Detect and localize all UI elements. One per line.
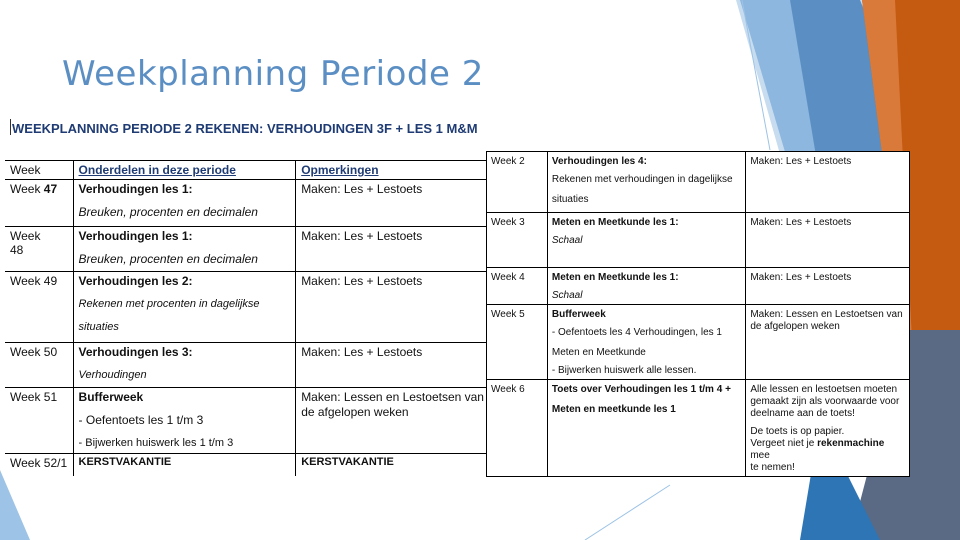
opmerking-cell: Maken: Les + Lestoets	[746, 268, 910, 305]
lesson-title: Bufferweek	[78, 390, 144, 404]
opmerking-text: mee	[750, 450, 770, 461]
header-week: Week	[5, 161, 73, 180]
table-row	[487, 152, 910, 213]
table-row	[5, 454, 488, 477]
lesson-title-cont: Meten en meetkunde les 1	[551, 404, 676, 415]
list-item: - Oefentoets les 4 Verhoudingen, les 1	[551, 327, 722, 338]
lesson-topic: Schaal	[551, 290, 583, 301]
onderdeel-cell	[73, 227, 296, 272]
lesson-title: Bufferweek	[551, 309, 606, 320]
table-row	[5, 388, 488, 454]
opmerking-cell: Maken: Les + Lestoets	[296, 227, 488, 272]
list-item: - Oefentoets les 1 t/m 3	[78, 413, 204, 427]
onderdeel-cell	[547, 380, 745, 477]
week-number: 48	[10, 243, 24, 257]
opmerking-cell: Maken: Les + Lestoets	[296, 343, 488, 388]
table-row	[487, 213, 910, 268]
planning-table-right	[486, 151, 910, 477]
header-onderdelen: Onderdelen in deze periode	[73, 161, 296, 180]
week-cell: Week 6	[487, 380, 548, 477]
week-cell: Week 3	[487, 213, 548, 268]
lesson-title: Verhoudingen les 1:	[78, 229, 193, 243]
lesson-title: Verhoudingen les 4:	[551, 156, 647, 167]
onderdeel-cell	[547, 268, 745, 305]
onderdeel-cell	[73, 180, 296, 227]
opmerking-cell: Maken: Les + Lestoets	[746, 152, 910, 213]
onderdeel-cell	[73, 272, 296, 343]
opmerking-cell	[746, 305, 910, 380]
opmerking-line: de afgelopen weken	[750, 321, 840, 332]
table-row	[487, 380, 910, 477]
week-prefix: Week	[10, 182, 44, 196]
lesson-topic: Verhoudingen	[78, 369, 147, 381]
week-number: 47	[43, 182, 58, 196]
opmerking-bold: rekenmachine	[817, 438, 885, 449]
opmerking-line: Maken: Lessen en Lestoetsen van	[750, 309, 903, 320]
lesson-title: Verhoudingen les 3:	[78, 345, 193, 359]
week-cell	[5, 180, 73, 227]
lesson-topic-cont: situaties	[551, 194, 589, 205]
header-opmerkingen: Opmerkingen	[296, 161, 488, 180]
onderdeel-cell: KERSTVAKANTIE	[73, 454, 296, 477]
lesson-title: Verhoudingen les 2:	[78, 274, 193, 288]
lesson-topic: Schaal	[551, 235, 583, 246]
list-item: - Bijwerken huiswerk alle lessen.	[551, 365, 697, 376]
slide-title: Weekplanning Periode 2	[62, 54, 484, 94]
document-heading: WEEKPLANNING PERIODE 2 REKENEN: VERHOUDINGEN 3F + LES 1 M&M	[12, 121, 478, 136]
opmerking-line: Alle lessen en lestoetsen moeten	[750, 384, 898, 395]
lesson-title: Toets over Verhoudingen les 1 t/m 4 +	[551, 384, 731, 395]
opmerking-line: gemaakt zijn als voorwaarde voor	[750, 396, 900, 407]
table-row	[5, 272, 488, 343]
list-item-cont: Meten en Meetkunde	[551, 347, 646, 358]
lesson-title: Meten en Meetkunde les 1:	[551, 217, 679, 228]
opmerking-line: te nemen!	[750, 462, 795, 473]
table-header-row	[5, 161, 488, 180]
opmerking-cell	[296, 388, 488, 454]
opmerking-line: deelname aan de toets!	[750, 408, 855, 419]
lesson-topic: Breuken, procenten en decimalen	[78, 252, 258, 266]
lesson-topic: Rekenen met procenten in dagelijkse	[78, 298, 260, 310]
week-cell: Week 50	[5, 343, 73, 388]
lesson-topic: Breuken, procenten en decimalen	[78, 205, 258, 219]
text-cursor	[10, 119, 11, 135]
opmerking-line: Maken: Lessen en Lestoetsen van	[301, 390, 484, 404]
week-cell: Week 52/1	[5, 454, 73, 477]
table-row	[5, 180, 488, 227]
opmerking-line	[750, 438, 905, 462]
opmerking-cell: KERSTVAKANTIE	[296, 454, 488, 477]
week-cell	[5, 227, 73, 272]
opmerking-text: Vergeet niet je	[750, 438, 818, 449]
table-row	[5, 227, 488, 272]
bottom-left-blue-facet	[0, 470, 30, 540]
lesson-title: Verhoudingen les 1:	[78, 182, 193, 196]
lesson-title: Meten en Meetkunde les 1:	[551, 272, 679, 283]
week-cell: Week 4	[487, 268, 548, 305]
list-item: - Bijwerken huiswerk les 1 t/m 3	[78, 437, 234, 449]
lesson-topic-cont: situaties	[78, 321, 119, 333]
opmerking-cell: Maken: Les + Lestoets	[296, 180, 488, 227]
opmerking-cell: Maken: Les + Lestoets	[296, 272, 488, 343]
opmerking-cell	[746, 380, 910, 477]
opmerking-cell: Maken: Les + Lestoets	[746, 213, 910, 268]
onderdeel-cell	[547, 213, 745, 268]
opmerking-line: De toets is op papier.	[750, 426, 845, 437]
table-row	[5, 343, 488, 388]
week-cell: Week 49	[5, 272, 73, 343]
onderdeel-cell	[547, 305, 745, 380]
week-cell: Week 51	[5, 388, 73, 454]
table-row	[487, 305, 910, 380]
table-row	[487, 268, 910, 305]
onderdeel-cell	[73, 388, 296, 454]
onderdeel-cell	[547, 152, 745, 213]
lesson-topic: Rekenen met verhoudingen in dagelijkse	[551, 174, 733, 185]
planning-table-left	[5, 160, 488, 476]
thin-line-a	[585, 485, 670, 540]
opmerking-line: de afgelopen weken	[301, 405, 409, 419]
week-label: Week	[10, 229, 41, 243]
week-cell: Week 5	[487, 305, 548, 380]
week-cell: Week 2	[487, 152, 548, 213]
onderdeel-cell	[73, 343, 296, 388]
